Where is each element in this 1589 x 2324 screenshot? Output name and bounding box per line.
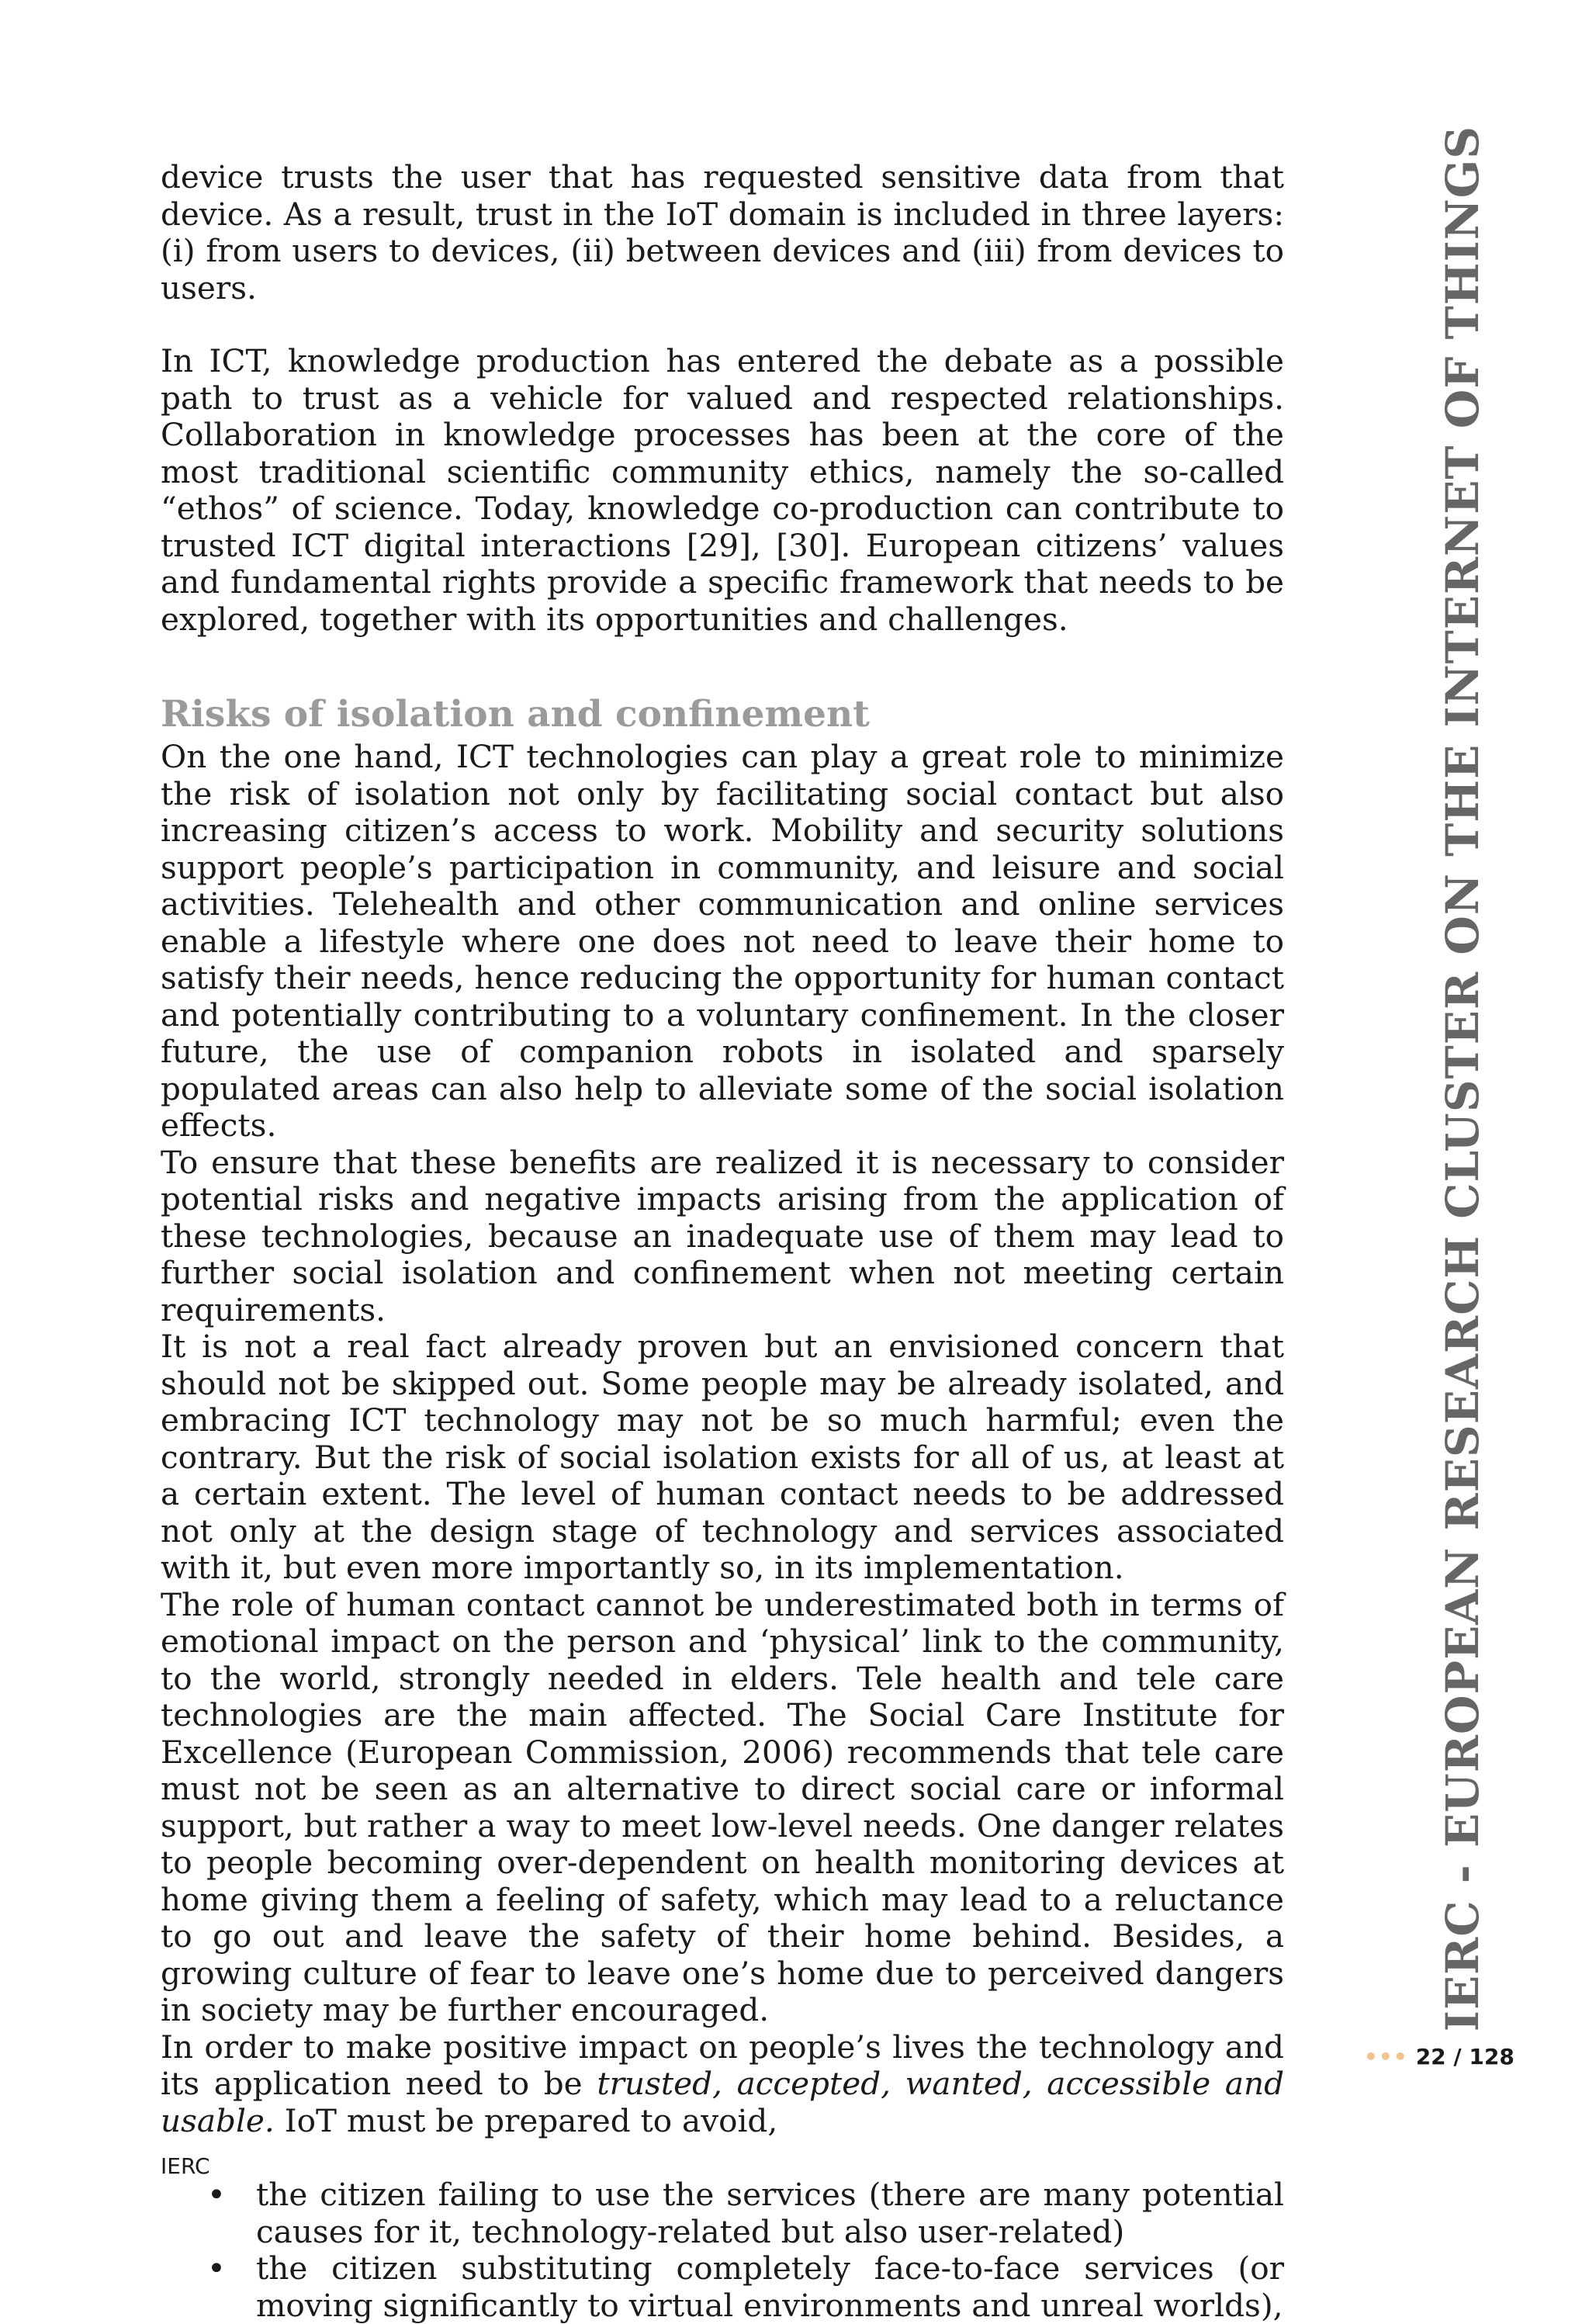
paragraph-ict-isolation: On the one hand, ICT technologies can play a great role to minimize the risk of isolation not only by facilitating social contact but also increasing citizen’s access to work. Mobility and security solutions support people’s participation in community, and leisure and social activities. Telehealth and other communication and online services enable a lifestyle where one does not need to leave their home to satisfy their needs, hence reducing the opportunity for human contact and potentially contributing to a voluntary confinement. In the closer future, the use of companion robots in isolated and sparsely populated areas can also help to alleviate some of the social isolation effects. — [161, 738, 1284, 1144]
document-body — [161, 159, 1284, 2324]
list-item-text: the citizen substituting completely face-to-face services (or moving significantly to virtual environments and unreal worlds), — [256, 2250, 1284, 2324]
page-dots-icon: ••• — [1364, 2044, 1408, 2069]
paragraph-knowledge-production: In ICT, knowledge production has entered the debate as a possible path to trust as a vehicle for valued and respected relationships. Collaboration in knowledge processes has been at the core of the most traditional scientific community ethics, namely the so-called “ethos” of science. Today, knowledge co-production can contribute to trusted ICT digital interactions [29], [30]. European citizens’ values and fundamental rights provide a specific framework that needs to be explored, together with its opportunities and challenges. — [161, 342, 1284, 638]
paragraph-human-contact: The role of human contact cannot be underestimated both in terms of emotional impact on the person and ‘physical’ link to the community, to the world, strongly needed in elders. Tele health and tele care technologies are the main affected. The Social Care Institute for Excellence (European Commission, 2006) recommends that tele care must not be seen as an alternative to direct social care or informal support, but rather a way to meet low-level needs. One danger relates to people becoming over-dependent on health monitoring devices at home giving them a feeling of safety, which may lead to a reluctance to go out and leave the safety of their home behind. Besides, a growing culture of fear to leave one’s home due to perceived dangers in society may be further encouraged. — [161, 1585, 1284, 2028]
page-number-text: 22 / 128 — [1415, 2044, 1515, 2069]
bullet-icon: • — [207, 2250, 226, 2287]
risk-bullet-list — [161, 2177, 1284, 2324]
positive-impact-emphasis: trusted, accepted, wanted, accessible and usable. — [161, 2065, 1284, 2139]
footer-label: IERC — [161, 2153, 210, 2179]
list-item — [161, 2250, 1284, 2324]
side-banner — [1416, 125, 1509, 2032]
paragraph-envisioned-concern: It is not a real fact already proven but an envisioned concern that should not be skipped out. Some people may be already isolated, and embracing ICT technology may not be so much harmful; even the contrary. But the risk of social isolation exists for all of us, at least at a certain extent. The level of human contact needs to be addressed not only at the design stage of technology and services associated with it, but even more importantly so, in its implementation. — [161, 1328, 1284, 1586]
paragraph-benefits-risks: To ensure that these benefits are realized it is necessary to consider potential risks and negative impacts arising from the application of these technologies, because an inadequate use of them may lead to further social isolation and confinement when not meeting certain requirements. — [161, 1143, 1284, 1328]
bullet-icon: • — [207, 2176, 226, 2213]
list-item-text: the citizen failing to use the services (there are many potential causes for it, technology-related but also user-related) — [256, 2176, 1284, 2250]
list-item — [161, 2177, 1284, 2250]
positive-impact-tail: IoT must be prepared to avoid, — [274, 2101, 778, 2139]
side-banner-text: IERC - EUROPEAN RESEARCH CLUSTER ON THE INTERNET OF THINGS — [1436, 125, 1489, 2032]
paragraph-positive-impact — [161, 2029, 1284, 2140]
paragraph-trust-layers: device trusts the user that has requested sensitive data from that device. As a result, trust in the IoT domain is included in three layers: (i) from users to devices, (ii) between devices and (iii) from devices to users. — [161, 158, 1284, 307]
page-number — [1364, 2044, 1515, 2069]
section-heading: Risks of isolation and confinement — [161, 693, 870, 736]
positive-impact-text: In order to make positive impact on people’s lives the technology and its application need to be — [161, 2028, 1284, 2102]
